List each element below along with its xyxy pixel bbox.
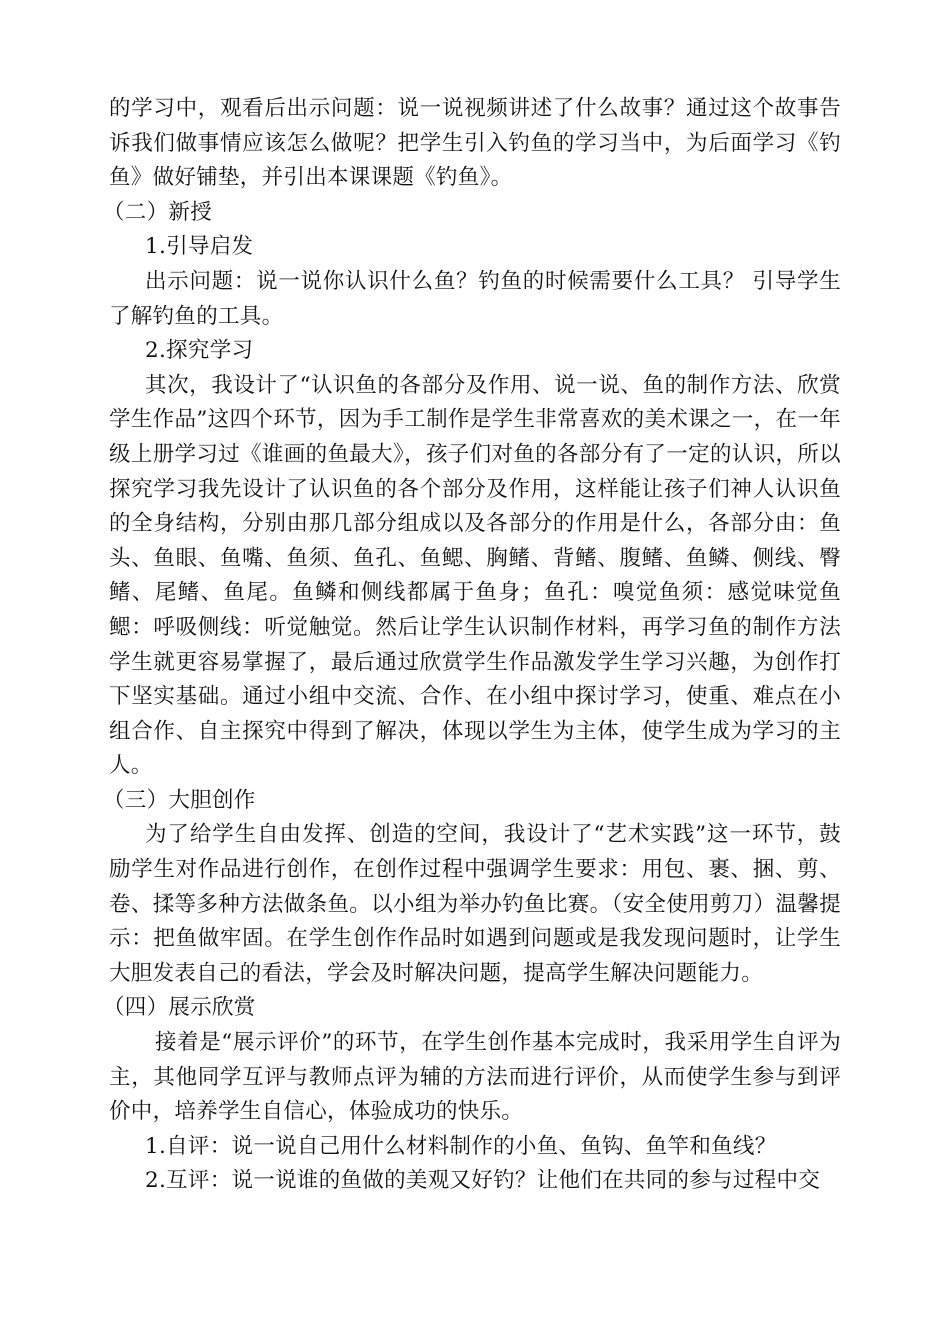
subheading-inquiry: 2.探究学习 [145,338,254,364]
list-item-self-evaluation: 1.自评：说一说自己用什么材料制作的小鱼、鱼钩、鱼竿和鱼线？ [145,1133,777,1159]
paragraph-creation: 为了给学生自由发挥、创造的空间，我设计了“艺术实践”这一环节，鼓励学生对作品进行创作，在创作过程中强调学生要求：用包、裹、捆、剪、卷、揉等多种方法做条鱼。以小组为举办钓鱼比赛。（安全使用剪刀）温馨提示：把鱼做牢固。在学生创作作品时如遇到问题或是我发现问题时，让学生大胆发表自己的看法，学会及时解决问题，提高学生解决问题能力。 [109,822,841,986]
list-item-peer-evaluation: 2.互评：说一说谁的鱼做的美观又好钓？让他们在共同的参与过程中交 [145,1168,821,1194]
section-heading-showcase: （四）展示欣赏 [103,995,256,1021]
subheading-guidance: 1.引导启发 [145,234,254,260]
paragraph-guidance: 出示问题：说一说你认识什么鱼？钓鱼的时候需要什么工具？ 引导学生了解钓鱼的工具。 [109,268,841,329]
paragraph-intro-continuation: 的学习中，观看后出示问题：说一说视频讲述了什么故事？通过这个故事告诉我们做事情应该怎么做呢？把学生引入钓鱼的学习当中，为后面学习《钓鱼》做好铺垫，并引出本课课题《钓鱼》。 [109,96,841,191]
paragraph-inquiry: 其次，我设计了“认识鱼的各部分及作用、说一说、鱼的制作方法、欣赏学生作品”这四个环节，因为手工制作是学生非常喜欢的美术课之一，在一年级上册学习过《谁画的鱼最大》，孩子们对鱼的各部分有了一定的认识，所以探究学习我先设计了认识鱼的各个部分及作用，这样能让孩子们神人认识鱼的全身结构，分别由那几部分组成以及各部分的作用是什么，各部分由：鱼头、鱼眼、鱼嘴、鱼须、鱼孔、鱼鳃、胸鳍、背鳍、腹鳍、鱼鳞、侧线、臀鳍、尾鳍、鱼尾。鱼鳞和侧线都属于鱼身；鱼孔：嗅觉鱼须：感觉味觉鱼鳃：呼吸侧线：听觉触觉。然后让学生认识制作材料，再学习鱼的制作方法学生就更容易掌握了，最后通过欣赏学生作品激发学生学习兴趣，为创作打下坚实基础。通过小组中交流、合作、在小组中探讨学习，使重、难点在小组合作、自主探究中得到了解决，体现以学生为主体，使学生成为学习的主人。 [109,372,841,779]
document-body [103,92,841,1199]
section-heading-new-lesson: （二）新授 [103,199,213,225]
section-heading-creation: （三）大胆创作 [103,787,256,813]
paragraph-showcase: 接着是“展示评价”的环节，在学生创作基本完成时，我采用学生自评为主，其他同学互评与教师点评为辅的方法而进行评价，从而使学生参与到评价中，培养学生自信心，体验成功的快乐。 [109,1030,841,1125]
